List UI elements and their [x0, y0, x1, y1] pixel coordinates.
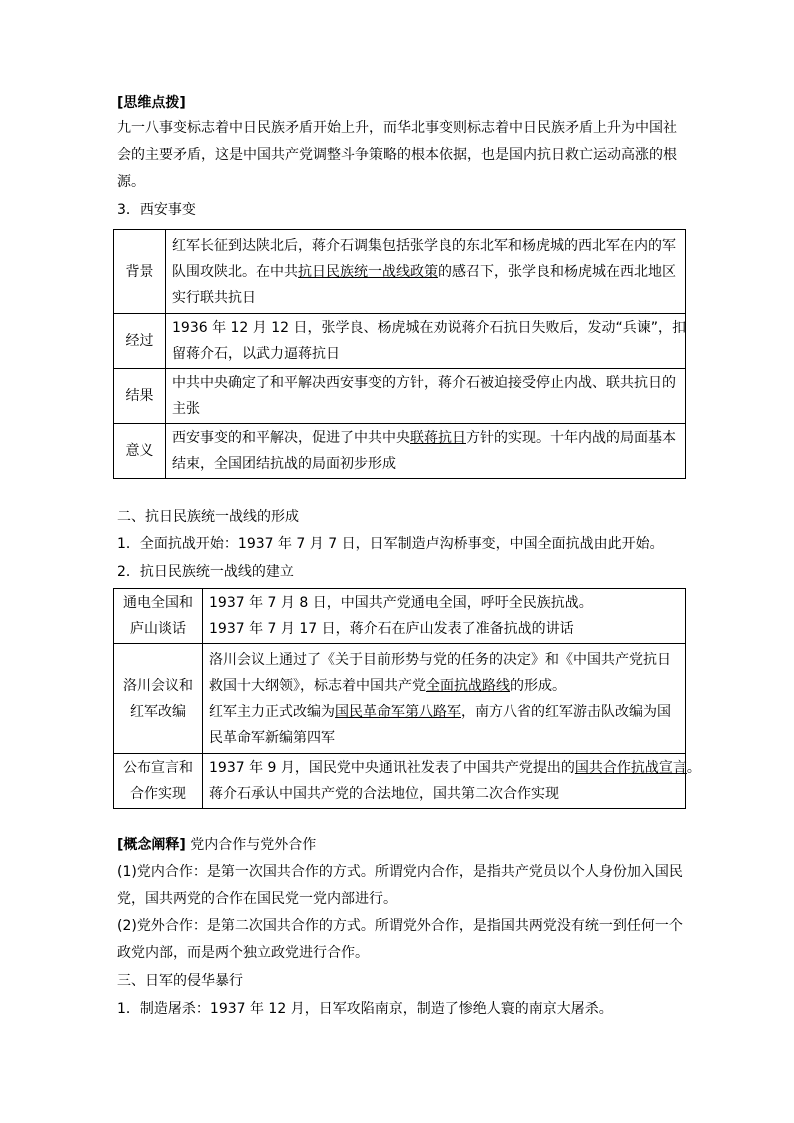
- row-head-process: 经过: [114, 314, 166, 369]
- text-segment: 红军主力正式改编为: [209, 703, 335, 720]
- text-segment: 西安事变的和平解决，促进了中共中央: [172, 430, 410, 446]
- text-line: 实行联共抗日: [172, 289, 256, 306]
- text-line: [209, 755, 701, 781]
- text-line: 红军改编: [130, 703, 186, 720]
- table-row: [114, 314, 686, 369]
- text-segment: 方针的实现。十年内战的局面基本: [466, 430, 676, 446]
- row-body-significance: [166, 424, 686, 479]
- row-head-background: 背景: [114, 230, 166, 314]
- row-body-telegram: [203, 589, 686, 644]
- text-segment: 队围攻陕北。在中共: [172, 263, 298, 280]
- text-segment: 。: [686, 760, 701, 776]
- text-segment: 的形成。: [510, 677, 566, 694]
- text-line: 1937 年 7 月 17 日，蒋介石在庐山发表了准备抗战的讲话: [209, 621, 574, 637]
- table-row: [114, 754, 686, 809]
- united-front-table: [113, 588, 701, 809]
- text-line: [209, 673, 679, 699]
- section-3-item-1: 1．制造屠杀：1937 年 12 月，日军攻陷南京，制造了惨绝人寰的南京大屠杀。: [117, 1001, 613, 1017]
- row-body-process: [166, 314, 686, 369]
- row-head-declaration: [114, 754, 203, 809]
- text-line: 1937 年 7 月 8 日，中国共产党通电全国，呼吁全民族抗战。: [209, 595, 593, 611]
- table-row: [114, 424, 686, 479]
- text-line: 蒋介石承认中国共产党的合法地位，国共第二次合作实现: [209, 786, 559, 802]
- table-row: [114, 369, 686, 424]
- text-segment: 的感召下，张学良和杨虎城在西北地区: [438, 263, 676, 280]
- section-2-heading: 二、抗日民族统一战线的形成: [117, 509, 299, 525]
- text-line: 主张: [172, 401, 200, 417]
- concept-p2-line-1: (2)党外合作：是第二次国共合作的方式。所谓党外合作，是指国共两党没有统一到任何一个: [117, 918, 683, 934]
- text-line: 留蒋介石，以武力逼蒋抗日: [172, 346, 340, 362]
- text-line: 公布宣言和: [123, 760, 193, 776]
- row-head-telegram: [114, 589, 203, 644]
- row-body-background: [166, 230, 686, 314]
- text-line: [172, 425, 679, 451]
- concept-p1-line-1: (1)党内合作：是第一次国共合作的方式。所谓党内合作，是指共产党员以个人身份加入国民: [117, 864, 683, 880]
- concept-p1-line-2: 党，国共两党的合作在国民党一党内部进行。: [117, 891, 397, 907]
- text-line: 通电全国和: [123, 595, 193, 611]
- row-body-luochuan: [203, 644, 686, 754]
- concept-label: [概念阐释]: [117, 837, 186, 853]
- item-full-war-start: 1．全面抗战开始：1937 年 7 月 7 日，日军制造卢沟桥事变，中国全面抗战由此开始。: [117, 536, 664, 552]
- think-tip-label: [思维点拨]: [117, 95, 186, 111]
- text-segment: ，南方八省的红军游击队改编为国: [461, 703, 671, 720]
- underlined-term: 联蒋抗日: [410, 430, 466, 446]
- text-line: 中共中央确定了和平解决西安事变的方针，蒋介石被迫接受停止内战、联共抗日的: [172, 375, 676, 391]
- row-body-declaration: [203, 754, 701, 809]
- xian-incident-heading: 3．西安事变: [117, 202, 196, 218]
- text-line: 庐山谈话: [130, 621, 186, 637]
- concept-heading: [117, 835, 687, 855]
- text-line: 红军长征到达陕北后，蒋介石调集包括张学良的东北军和杨虎城的西北军在内的军: [172, 237, 676, 254]
- text-segment: 1937 年 9 月，国民党中央通讯社发表了中国共产党提出的: [209, 760, 575, 776]
- text-line: [172, 259, 679, 285]
- text-line: 结束，全国团结抗战的局面初步形成: [172, 456, 396, 472]
- think-tip-line-1: 九一八事变标志着中日民族矛盾开始上升，而华北事变则标志着中日民族矛盾上升为中国社: [117, 120, 677, 136]
- item-united-front-heading: 2．抗日民族统一战线的建立: [117, 564, 294, 580]
- table-row: [114, 230, 686, 314]
- table-row: [114, 644, 686, 754]
- row-body-result: [166, 369, 686, 424]
- text-line: 民革命军新编第四军: [209, 729, 335, 746]
- row-head-significance: 意义: [114, 424, 166, 479]
- text-segment: 救国十大纲领》，标志着中国共产党: [209, 677, 426, 694]
- concept-p2-line-2: 政党内部，而是两个独立政党进行合作。: [117, 945, 369, 961]
- think-tip-line-2: 会的主要矛盾，这是中国共产党调整斗争策略的根本依据，也是国内抗日救亡运动高涨的根: [117, 147, 677, 163]
- text-line: [209, 699, 679, 725]
- text-line: 洛川会议和: [123, 677, 193, 694]
- text-line: 洛川会议上通过了《关于目前形势与党的任务的决定》和《中国共产党抗日: [209, 651, 671, 668]
- row-head-result: 结果: [114, 369, 166, 424]
- xian-incident-table: [113, 229, 686, 479]
- text-line: 1936 年 12 月 12 日，张学良、杨虎城在劝说蒋介石抗日失败后，发动“兵谏”，扣: [172, 320, 687, 336]
- row-head-luochuan: [114, 644, 203, 754]
- underlined-term: 国共合作抗战宣言: [574, 760, 687, 776]
- think-tip-line-3: 源。: [117, 174, 145, 190]
- underlined-term: 全面抗战路线: [426, 677, 510, 694]
- concept-title: 党内合作与党外合作: [190, 837, 317, 853]
- section-3-heading: 三、日军的侵华暴行: [117, 973, 243, 989]
- table-row: [114, 589, 686, 644]
- underlined-term: 抗日民族统一战线政策: [298, 263, 438, 280]
- text-line: 合作实现: [130, 786, 186, 802]
- underlined-term: 国民革命军第八路军: [335, 703, 461, 720]
